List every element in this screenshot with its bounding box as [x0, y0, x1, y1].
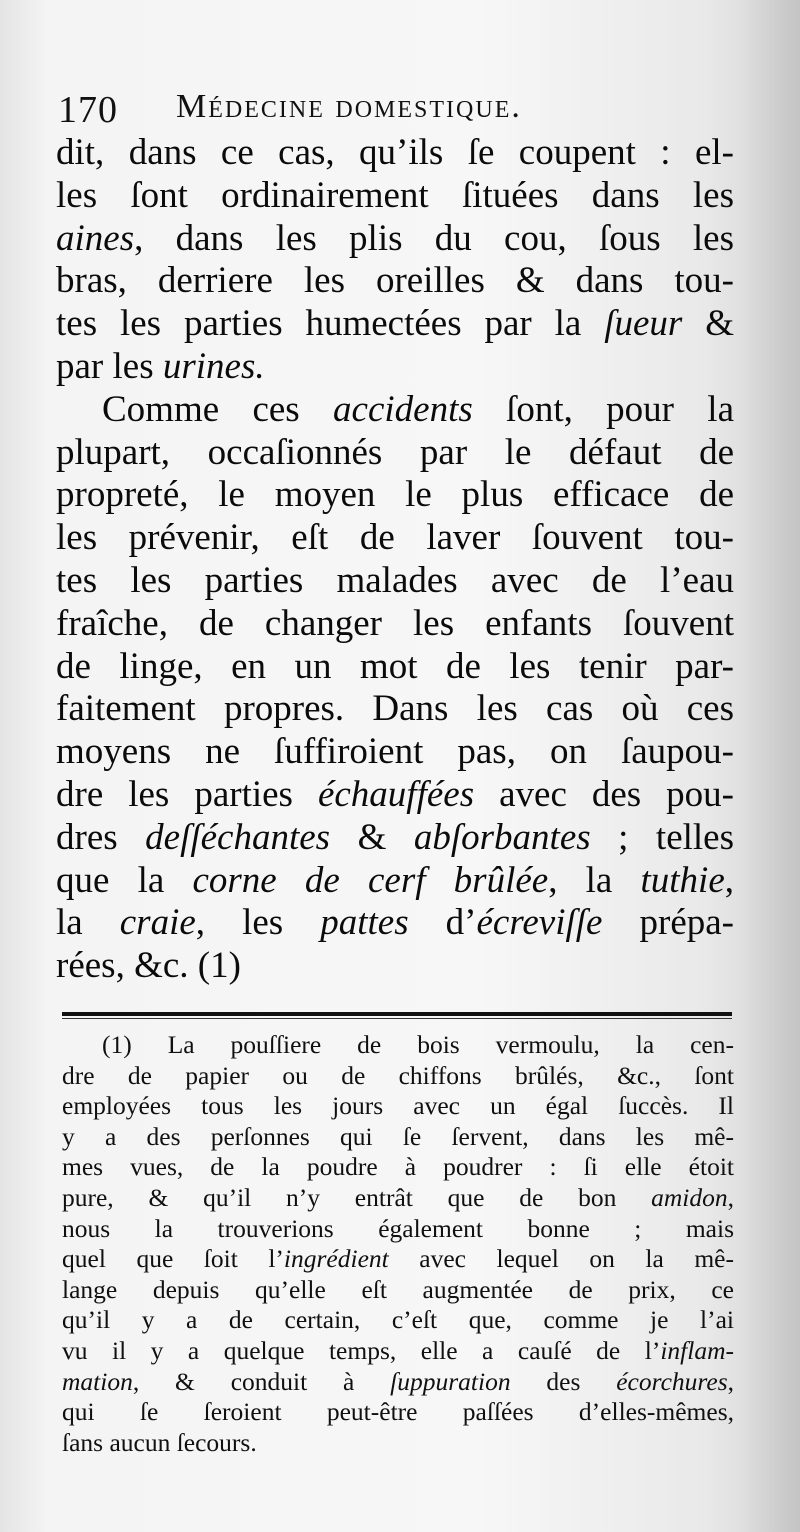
body-line — [56, 432, 734, 475]
body-segment: avec des pou- — [474, 773, 734, 815]
body-segment: prépa- — [602, 902, 734, 944]
body-segment: Comme ces — [102, 388, 334, 430]
footnote-line — [62, 1061, 734, 1092]
footnote-italic-segment: mation — [62, 1366, 133, 1396]
body-segment: ; telles — [590, 816, 734, 858]
footnote-segment: qu’il y a de certain, c’eſt que, comme je l’ai — [62, 1305, 734, 1335]
body-segment: dres — [56, 816, 146, 858]
page-number: 170 — [58, 89, 118, 131]
body-line — [56, 346, 734, 389]
body-segment: plupart, occaſionnés par le défaut de — [56, 431, 734, 473]
body-line — [56, 860, 734, 903]
body-segment: , — [724, 859, 734, 901]
body-line — [56, 303, 734, 346]
footnote-segment: ſans aucun ſecours. — [62, 1427, 257, 1457]
footnote-italic-segment: ſuppuration — [390, 1366, 511, 1396]
body-italic-segment: échauffées — [317, 773, 475, 815]
body-segment: dit, dans ce cas, qu’ils ſe coupent : el- — [56, 132, 734, 173]
body-italic-segment: tuthie — [640, 859, 725, 901]
body-italic-segment: ſueur — [604, 303, 683, 345]
body-italic-segment: corne de cerf brûlée — [192, 859, 549, 901]
running-title: Médecine domestique. — [176, 88, 522, 125]
body-segment: tes les parties humectées par la — [56, 303, 605, 345]
body-segment: ſont, pour la — [472, 388, 734, 430]
body-segment: faitement propres. Dans les cas où ces — [56, 688, 734, 730]
footnote-segment: vu il y a quelque temps, elle a cauſé de l’ — [62, 1335, 661, 1365]
footnote-segment: , — [727, 1182, 734, 1212]
footnote-line — [62, 1122, 734, 1153]
body-line — [56, 688, 734, 731]
footnote-segment: (1) La pouſſiere de bois vermoulu, la cen- — [102, 1030, 734, 1059]
body-line — [56, 817, 734, 860]
body-segment: les ſont ordinairement ſituées dans les — [56, 174, 734, 216]
footnote-line — [62, 1244, 734, 1275]
footnote-line — [62, 1275, 734, 1306]
footnote — [62, 1030, 734, 1458]
body-line — [56, 774, 734, 817]
footnote-segment: y a des perſonnes qui ſe ſervent, dans les mê- — [62, 1121, 734, 1151]
footnote-line — [62, 1183, 734, 1214]
footnote-segment: dre de papier ou de chiffons brûlés, &c., ſont — [62, 1060, 734, 1090]
footnote-line — [62, 1305, 734, 1336]
footnote-segment: quel que ſoit l’ — [62, 1244, 284, 1274]
body-italic-segment: accidents — [333, 388, 473, 430]
footnote-segment: des — [510, 1366, 617, 1396]
footnote-segment: , — [727, 1366, 734, 1396]
body-line — [56, 175, 734, 218]
body-line — [56, 603, 734, 646]
body-segment: & — [682, 303, 734, 345]
page-edge-shadow — [740, 0, 800, 1532]
body-segment: tes les parties malades avec de l’eau — [56, 559, 734, 601]
body-segment: moyens ne ſuffiroient pas, on ſaupou- — [56, 731, 734, 773]
body-line — [56, 389, 734, 432]
footnote-line — [62, 1091, 734, 1122]
body-italic-segment: craie — [119, 902, 196, 944]
body-segment: & — [330, 816, 414, 858]
body-line — [56, 945, 734, 988]
footnote-line — [62, 1367, 734, 1398]
body-segment: propreté, le moyen le plus efficace de — [56, 474, 734, 516]
body-segment: bras, derriere les oreilles & dans tou- — [56, 260, 734, 302]
body-italic-segment: abſorbantes — [413, 816, 591, 858]
body-segment: d’ — [408, 902, 477, 944]
footnote-rule-thin — [62, 1018, 732, 1019]
body-italic-segment: pattes — [320, 902, 409, 944]
footnote-line — [62, 1030, 734, 1061]
page-header — [58, 88, 738, 132]
footnote-line — [62, 1428, 734, 1459]
footnote-italic-segment: ingrédient — [283, 1244, 389, 1274]
footnote-segment: mes vues, de la poudre à poudrer : ſi elle étoit — [62, 1152, 734, 1182]
footnote-line — [62, 1214, 734, 1245]
body-line — [56, 731, 734, 774]
footnote-line — [62, 1336, 734, 1367]
body-line — [56, 132, 734, 175]
body-segment: que la — [56, 859, 193, 901]
body-segment: les prévenir, eſt de laver ſouvent tou- — [56, 517, 734, 559]
body-segment: , les — [195, 902, 321, 944]
body-italic-segment: aines — [56, 217, 135, 259]
body-segment: rées, &c. (1) — [56, 945, 241, 987]
footnote-line — [62, 1152, 734, 1183]
body-line — [56, 560, 734, 603]
footnote-italic-segment: inflam- — [660, 1335, 734, 1365]
footnote-line — [62, 1397, 734, 1428]
body-italic-segment: écreviſſe — [476, 902, 603, 944]
body-segment: dre les parties — [56, 773, 318, 815]
body-line — [56, 218, 734, 261]
footnote-italic-segment: amidon — [651, 1182, 728, 1212]
body-line — [56, 474, 734, 517]
footnote-rule — [62, 1012, 732, 1016]
footnote-segment: pure, & qu’il n’y entrât que de bon — [62, 1182, 652, 1212]
body-segment: fraîche, de changer les enfants ſouvent — [56, 602, 734, 644]
body-line — [56, 646, 734, 689]
body-italic-segment: urines. — [162, 345, 265, 387]
body-segment: la — [56, 902, 120, 944]
body-line — [56, 260, 734, 303]
footnote-segment: qui ſe ſeroient peut-être paſſées d’elles-mêmes, — [62, 1397, 734, 1427]
footnote-segment: avec lequel on la mê- — [388, 1244, 734, 1274]
body-line — [56, 517, 734, 560]
body-segment: de linge, en un mot de les tenir par- — [56, 645, 734, 687]
footnote-italic-segment: écorchures — [616, 1366, 728, 1396]
footnote-segment: , & conduit à — [132, 1366, 391, 1396]
body-italic-segment: deſſéchantes — [145, 816, 331, 858]
body-segment: , dans les plis du cou, ſous les — [134, 217, 734, 259]
body-segment: , la — [548, 859, 641, 901]
footnote-segment: nous la trouverions également bonne ; mais — [62, 1213, 734, 1243]
body-line — [56, 902, 734, 945]
body-segment: par les — [56, 345, 163, 387]
footnote-segment: employées tous les jours avec un égal ſuccès. Il — [62, 1091, 734, 1121]
main-text — [56, 132, 734, 988]
footnote-segment: lange depuis qu’elle eſt augmentée de prix, ce — [62, 1274, 734, 1304]
